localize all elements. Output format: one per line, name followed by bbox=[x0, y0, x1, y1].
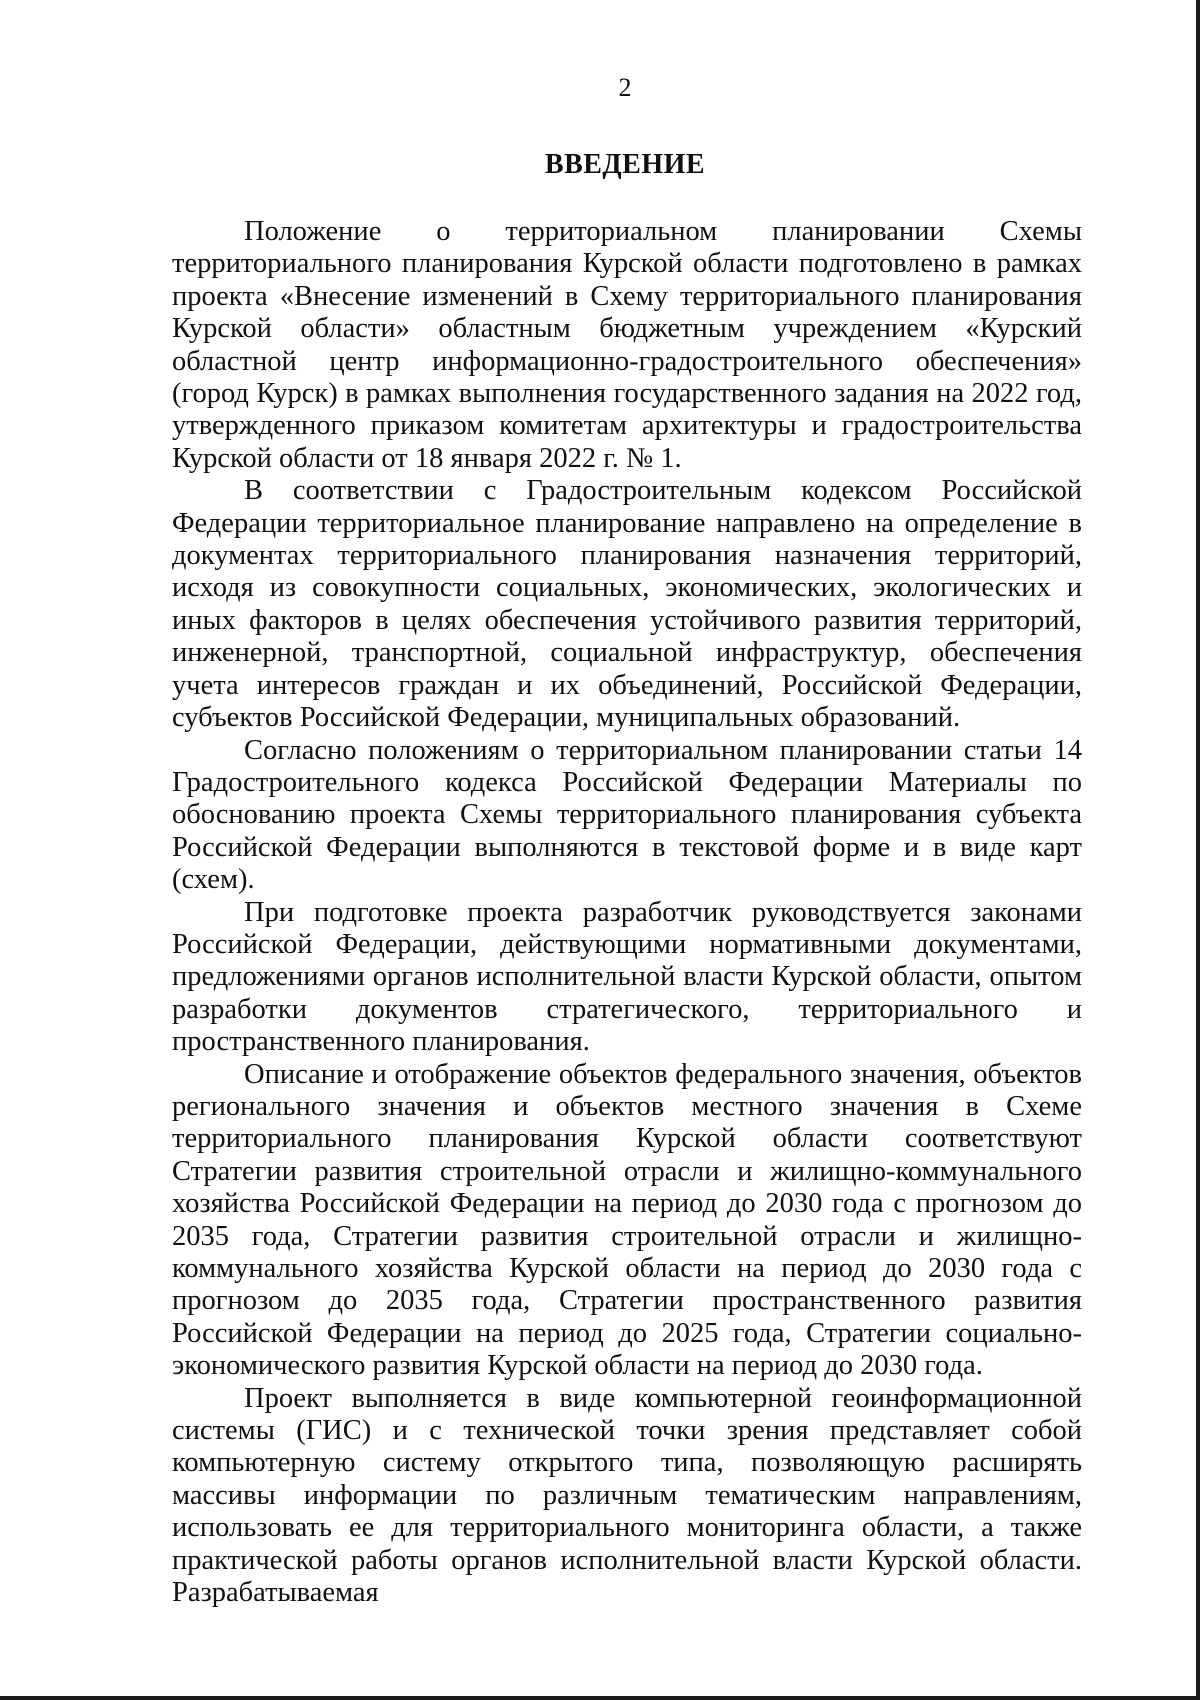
scan-edge-right bbox=[1196, 0, 1200, 1700]
paragraph-4: При подготовке проекта разработчик руководствуется законами Российской Федерации, действующими нормативными документами, предложениями органов исполнительной власти Курской области, опытом разработки документов стратегического, территориального и пространственного планирования. bbox=[172, 896, 1082, 1058]
page-number: 2 bbox=[618, 73, 632, 102]
scan-edge-bottom bbox=[0, 1696, 1200, 1700]
paragraph-5: Описание и отображение объектов федерального значения, объектов регионального значения и объектов местного значения в Схеме территориального планирования Курской области соответствуют Стратегии развития строительной отрасли и жилищно-коммунального хозяйства Российской Федерации на период до 2030 года с прогнозом до 2035 года, Стратегии развития строительной отрасли и жилищно-коммунального хозяйства Курской области на период до 2030 года с прогнозом до 2035 года, Стратегии пространственного развития Российской Федерации на период до 2025 года, Стратегии социально-экономического развития Курской области на период до 2030 года. bbox=[172, 1058, 1082, 1382]
paragraph-1: Положение о территориальном планировании Схемы территориального планирования Курской области подготовлено в рамках проекта «Внесение изменений в Схему территориального планирования Курской области» областным бюджетным учреждением «Курский областной центр информационно-градостроительного обеспечения» (город Курск) в рамках выполнения государственного задания на 2022 год, утвержденного приказом комитетам архитектуры и градостроительства Курской области от 18 января 2022 г. № 1. bbox=[172, 216, 1082, 474]
page-title: ВВЕДЕНИЕ bbox=[544, 149, 706, 180]
paragraph-3: Согласно положениям о территориальном планировании статьи 14 Градостроительного кодекса Российской Федерации Материалы по обоснованию проекта Схемы территориального планирования субъекта Российской Федерации выполняются в текстовой форме и в виде карт (схем). bbox=[172, 734, 1082, 896]
paragraph-6: Проект выполняется в виде компьютерной геоинформационной системы (ГИС) и с технической точки зрения представляет собой компьютерную систему открытого типа, позволяющую расширять массивы информации по различным тематическим направлениям, использовать ее для территориального мониторинга области, а также практической работы органов исполнительной власти Курской области. Разрабатываемая bbox=[172, 1382, 1082, 1609]
paragraph-2: В соответствии с Градостроительным кодексом Российской Федерации территориальное планирование направлено на определение в документах территориального планирования назначения территорий, исходя из совокупности социальных, экономических, экологических и иных факторов в целях обеспечения устойчивого развития территорий, инженерной, транспортной, социальной инфраструктур, обеспечения учета интересов граждан и их объединений, Российской Федерации, субъектов Российской Федерации, муниципальных образований. bbox=[172, 475, 1082, 734]
body-text bbox=[172, 216, 1082, 1609]
